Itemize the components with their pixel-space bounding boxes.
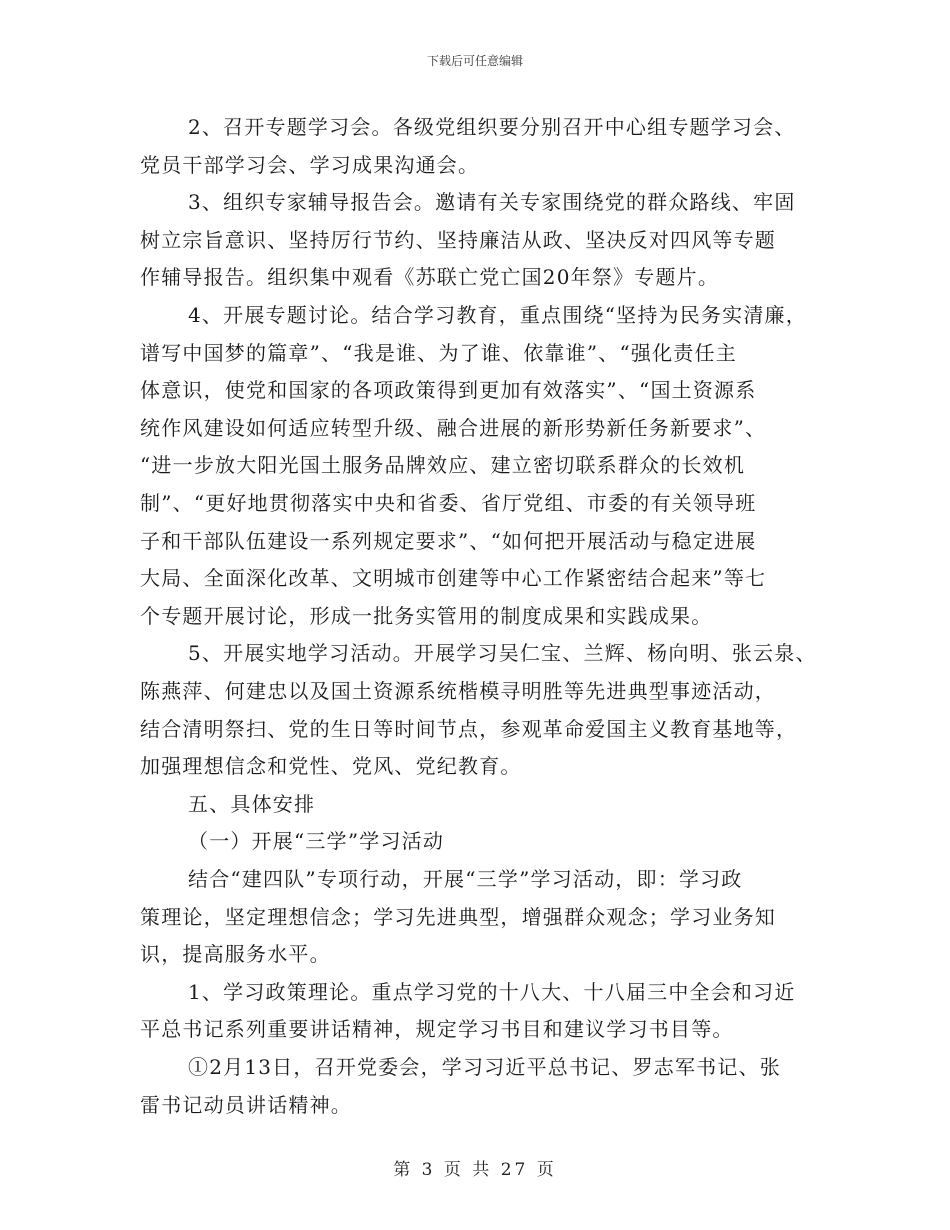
page-footer: 第 3 页 共 27 页 bbox=[393, 1160, 557, 1180]
page-header: 下载后可任意编辑 bbox=[426, 54, 523, 68]
text-line: 个专题开展讨论，形成一批务实管用的制度成果和实践成果。 bbox=[140, 603, 713, 628]
text-line: 加强理想信念和党性、党风、党纪教育。 bbox=[140, 754, 522, 779]
text-line: 大局、全面深化改革、文明城市创建等中心工作紧密结合起来”等七 bbox=[140, 566, 767, 591]
text-line: 制”、“更好地贯彻落实中央和省委、省厅党组、市委的有关领导班 bbox=[140, 491, 757, 515]
text-line: 谱写中国梦的篇章”、“我是谁、为了谁、依靠谁”、“强化责任主 bbox=[140, 340, 737, 365]
text-line: 2、召开专题学习会。各级党组织要分别召开中心组专题学习会、 bbox=[188, 115, 796, 139]
text-line: 子和干部队伍建设一系列规定要求”、“如何把开展活动与稳定进展 bbox=[140, 528, 757, 553]
text-line: “进一步放大阳光国土服务品牌效应、建立密切联系群众的长效机 bbox=[140, 453, 746, 478]
text-line: 平总书记系列重要讲话精神，规定学习书目和建议学习书目等。 bbox=[140, 1017, 734, 1042]
text-line: 五、具体安排 bbox=[188, 791, 316, 816]
text-line: 党员干部学习会、学习成果沟通会。 bbox=[140, 152, 480, 177]
text-line: 雷书记动员讲话精神。 bbox=[140, 1092, 352, 1117]
text-line: 体意识，使党和国家的各项政策得到更加有效落实”、“国土资源系 bbox=[140, 378, 757, 403]
text-line: 3、组织专家辅导报告会。邀请有关专家围绕党的群众路线、牢固 bbox=[188, 190, 796, 215]
text-line: 陈燕萍、何建忠以及国土资源系统楷模寻明胜等先进典型事迹活动， bbox=[140, 679, 776, 703]
text-line: 5、开展实地学习活动。开展学习吴仁宝、兰辉、杨向明、张云泉、 bbox=[188, 641, 817, 666]
text-line: 树立宗旨意识、坚持厉行节约、坚持廉洁从政、坚决反对四风等专题 bbox=[140, 227, 776, 252]
text-line: 策理论，坚定理想信念；学习先进典型，增强群众观念；学习业务知 bbox=[140, 904, 776, 929]
text-line: 统作风建设如何适应转型升级、融合进展的新形势新任务新要求”、 bbox=[140, 415, 767, 440]
text-line: 作辅导报告。组织集中观看《苏联亡党亡国20年祭》专题片。 bbox=[140, 265, 720, 290]
text-line: （一）开展“三学”学习活动 bbox=[188, 829, 445, 854]
text-line: 4、开展专题讨论。结合学习教育，重点围绕“坚持为民务实清廉， bbox=[188, 303, 807, 327]
text-line: 结合清明祭扫、党的生日等时间节点，参观革命爱国主义教育基地等， bbox=[140, 716, 798, 741]
text-line: ①2月13日，召开党委会，学习习近平总书记、罗志军书记、张 bbox=[188, 1055, 781, 1079]
text-line: 识，提高服务水平。 bbox=[140, 942, 331, 967]
text-line: 结合“建四队”专项行动，开展“三学”学习活动，即：学习政 bbox=[188, 867, 743, 891]
text-line: 1、学习政策理论。重点学习党的十八大、十八届三中全会和习近 bbox=[188, 979, 796, 1004]
